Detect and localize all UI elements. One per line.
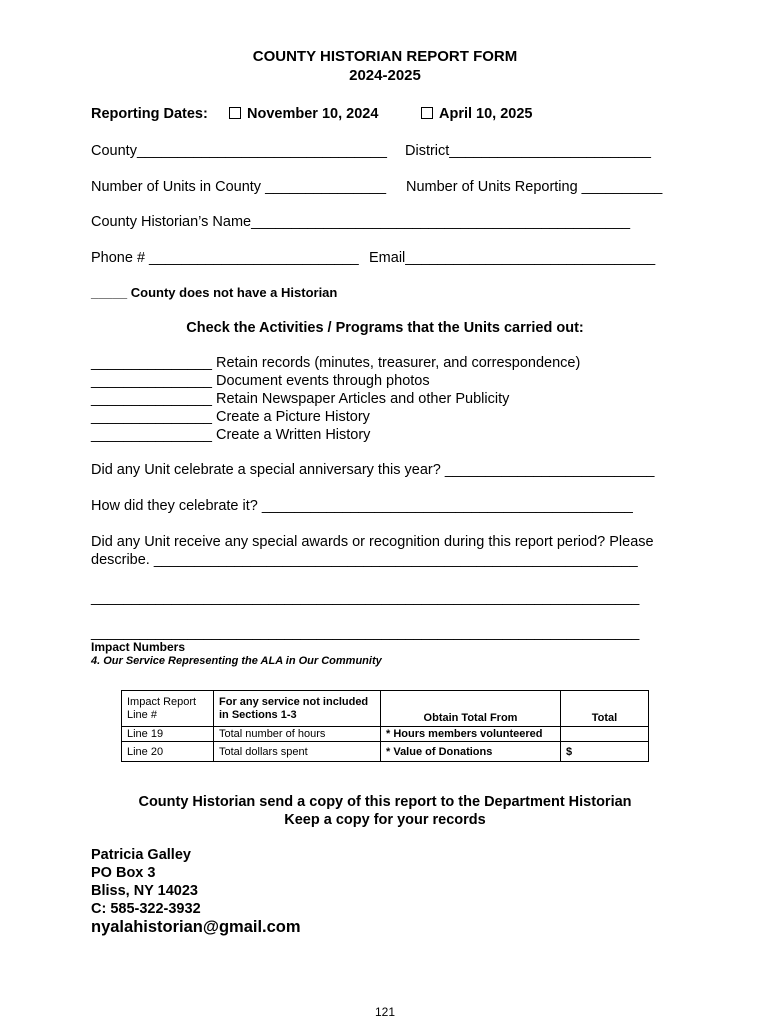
table-row: [122, 742, 649, 762]
awards-question-line1: Did any Unit receive any special awards or recognition during this report period? Please: [91, 534, 654, 550]
checkbox-icon[interactable]: [421, 107, 433, 119]
checkbox-icon[interactable]: [229, 107, 241, 119]
impact-table: [121, 690, 649, 762]
reporting-dates-label: Reporting Dates:: [91, 106, 208, 122]
contact-address-line1: PO Box 3: [91, 865, 156, 881]
answer-blank-line[interactable]: ____________________________________________________________________: [91, 625, 640, 641]
header-impact-report-line: Impact Report Line #: [122, 691, 214, 727]
reporting-option-november-label: November 10, 2024: [247, 106, 379, 122]
row-total-input[interactable]: $: [561, 742, 649, 762]
row-service: Total dollars spent: [214, 742, 381, 762]
answer-blank-line[interactable]: ____________________________________________________________________: [91, 590, 640, 606]
header-total: Total: [561, 691, 649, 727]
anniversary-question[interactable]: Did any Unit celebrate a special anniversary this year? __________________________: [91, 462, 655, 478]
historian-name-field[interactable]: County Historian’s Name_______________________________________________: [91, 214, 631, 230]
closing-instruction: County Historian send a copy of this report to the Department Historian: [138, 794, 632, 810]
form-title: COUNTY HISTORIAN REPORT FORM: [252, 48, 518, 65]
row-line-number: Line 20: [122, 742, 214, 762]
activity-item[interactable]: _______________ Create a Picture History: [91, 409, 370, 425]
reporting-option-april[interactable]: [421, 106, 533, 122]
closing-keep-copy: Keep a copy for your records: [284, 812, 486, 828]
units-reporting-field[interactable]: Number of Units Reporting __________: [406, 179, 663, 195]
contact-name: Patricia Galley: [91, 847, 191, 863]
row-line-number: Line 19: [122, 727, 214, 742]
reporting-option-april-label: April 10, 2025: [439, 106, 533, 122]
district-field[interactable]: District_________________________: [405, 143, 651, 159]
table-row: [122, 727, 649, 742]
header-service: For any service not included in Sections 1-3: [214, 691, 381, 727]
activity-item[interactable]: _______________ Document events through photos: [91, 373, 430, 389]
row-total-input[interactable]: [561, 727, 649, 742]
header-obtain-total-from: Obtain Total From: [381, 691, 561, 727]
form-year: 2024-2025: [349, 67, 421, 84]
no-historian-field[interactable]: _____ County does not have a Historian: [91, 285, 338, 300]
activities-heading: Check the Activities / Programs that the Units carried out:: [186, 320, 584, 336]
row-obtain: * Value of Donations: [381, 742, 561, 762]
row-service: Total number of hours: [214, 727, 381, 742]
celebrate-question[interactable]: How did they celebrate it? ______________________________________________: [91, 498, 633, 514]
activity-item[interactable]: _______________ Retain Newspaper Articles and other Publicity: [91, 391, 510, 407]
reporting-option-november[interactable]: [229, 106, 378, 122]
impact-subheading: 4. Our Service Representing the ALA in Our Community: [91, 655, 382, 667]
county-field[interactable]: County_______________________________: [91, 143, 387, 159]
row-obtain: * Hours members volunteered: [381, 727, 561, 742]
contact-address-line2: Bliss, NY 14023: [91, 883, 198, 899]
awards-question-line2[interactable]: describe. ____________________________________________________________: [91, 552, 638, 568]
contact-email[interactable]: nyalahistorian@gmail.com: [91, 918, 301, 936]
email-field[interactable]: Email_______________________________: [369, 250, 656, 266]
phone-field[interactable]: Phone # __________________________: [91, 250, 359, 266]
page-number: 121: [374, 1005, 396, 1019]
activity-item[interactable]: _______________ Create a Written History: [91, 427, 371, 443]
units-in-county-field[interactable]: Number of Units in County _______________: [91, 179, 387, 195]
activity-item[interactable]: _______________ Retain records (minutes, treasurer, and correspondence): [91, 355, 581, 371]
impact-heading: Impact Numbers: [91, 640, 186, 654]
contact-phone: C: 585-322-3932: [91, 901, 201, 917]
